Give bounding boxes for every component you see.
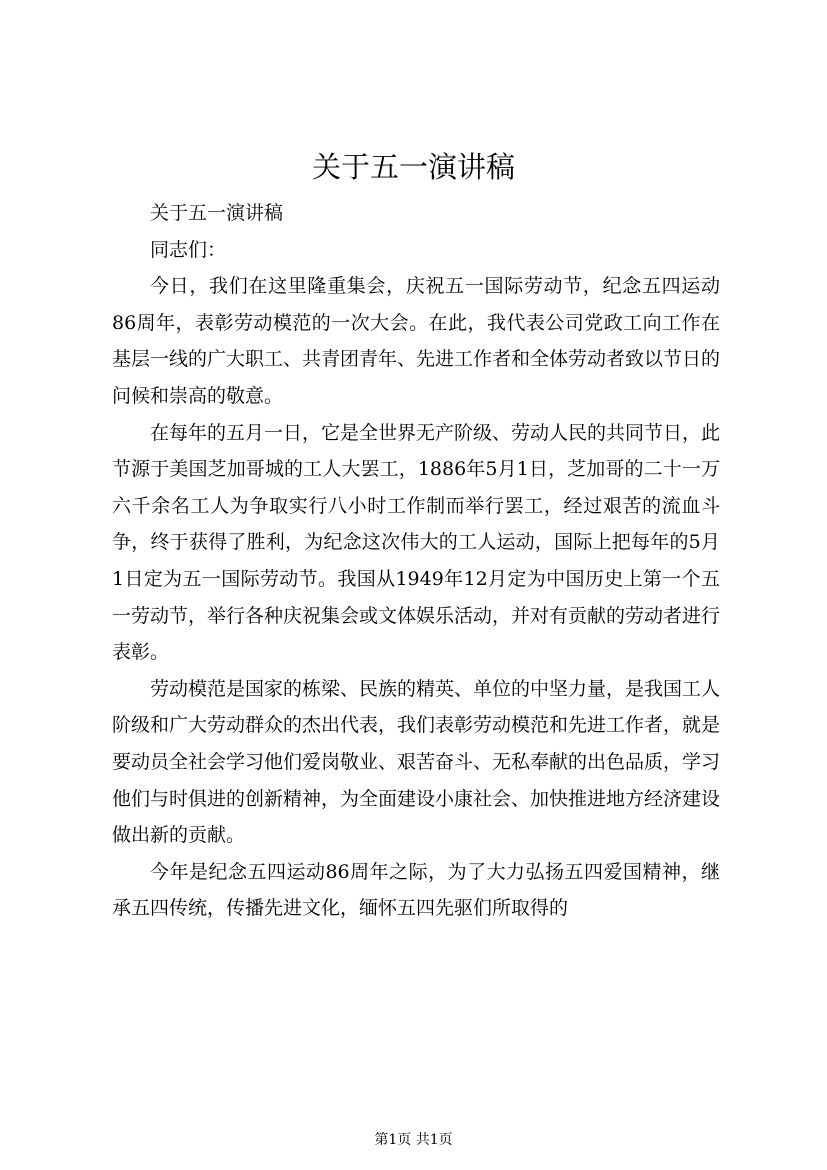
document-body <box>112 195 720 927</box>
paragraph-opening: 今日，我们在这里隆重集会，庆祝五一国际劳动节，纪念五四运动86周年，表彰劳动模范的一次大会。在此，我代表公司党政工向工作在基层一线的广大职工、共青团青年、先进工作者和全体劳动者致以节日的问候和崇高的敬意。 <box>112 275 721 407</box>
paragraph-salutation: 同志们： <box>150 238 227 261</box>
document-title: 关于五一演讲稿 <box>311 150 515 184</box>
paragraph-may-fourth: 今年是纪念五四运动86周年之际，为了大力弘扬五四爱国精神，继承五四传统，传播先进文化，缅怀五四先驱们所取得的 <box>112 860 720 920</box>
paragraph-model-workers: 劳动模范是国家的栋梁、民族的精英、单位的中坚力量，是我国工人阶级和广大劳动群众的杰出代表，我们表彰劳动模范和先进工作者，就是要动员全社会学习他们爱岗敬业、艰苦奋斗、无私奉献的出色品质，学习他们与时俱进的创新精神，为全面建设小康社会、加快推进地方经济建设做出新的贡献。 <box>112 677 721 847</box>
paragraph-subtitle: 关于五一演讲稿 <box>150 202 284 224</box>
paragraph-history: 在每年的五月一日，它是全世界无产阶级、劳动人民的共同节日，此节源于美国芝加哥城的工人大罢工，1886年5月1日，芝加哥的二十一万六千余名工人为争取实行八小时工作制而举行罢工，经过艰苦的流血斗争，终于获得了胜利，为纪念这次伟大的工人运动，国际上把每年的5月1日定为五一国际劳动节。我国从1949年12月定为中国历史上第一个五一劳动节，举行各种庆祝集会或文体娱乐活动，并对有贡献的劳动者进行表彰。 <box>112 421 721 664</box>
page-number-footer: 第1页 共1页 <box>374 1132 453 1148</box>
